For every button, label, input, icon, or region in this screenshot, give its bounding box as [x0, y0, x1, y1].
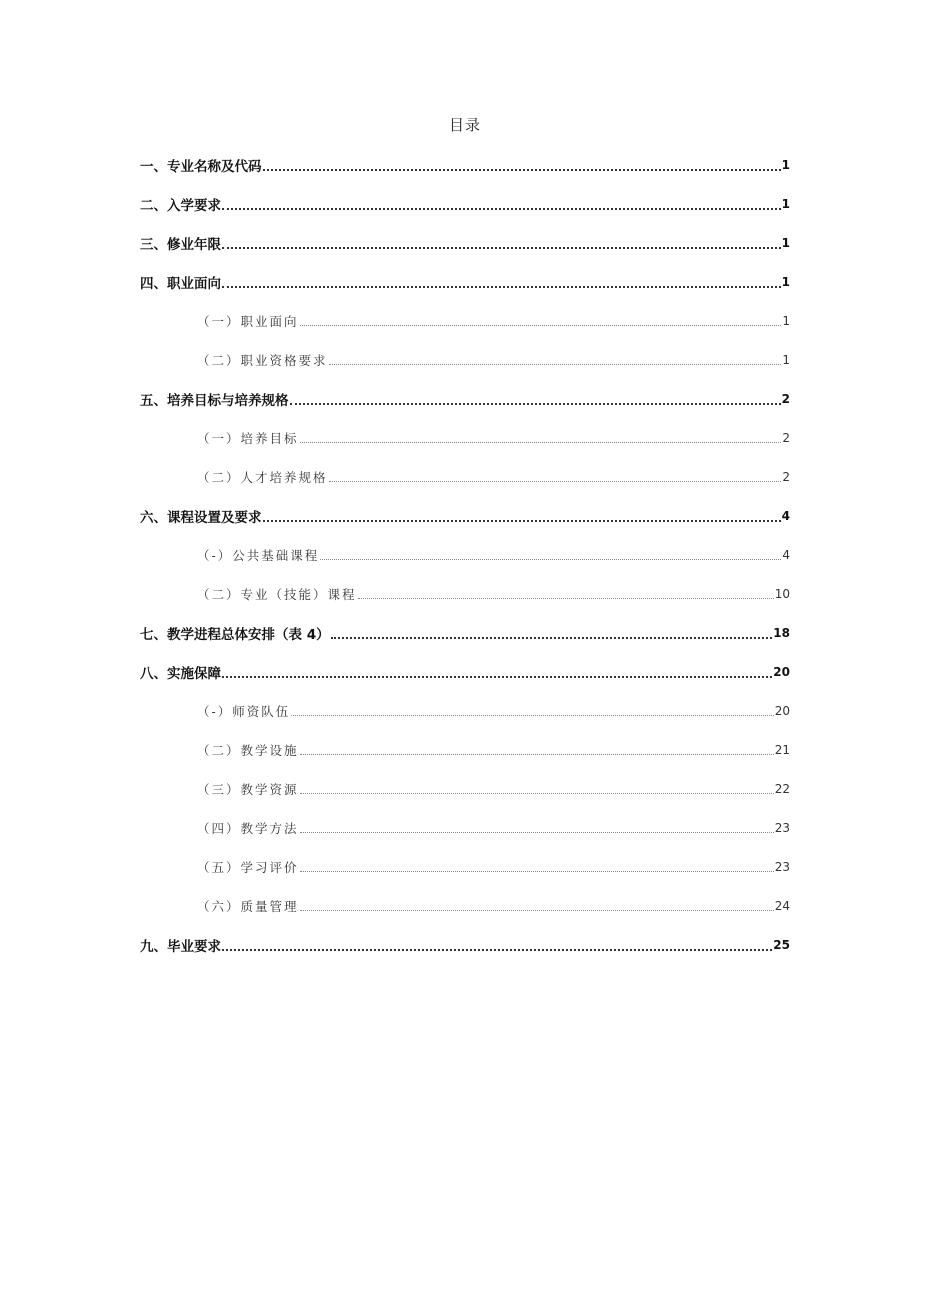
toc-page-number: 4 [781, 508, 790, 523]
toc-subentry-label: （一）培养目标 [197, 430, 299, 446]
toc-page-number: 2 [782, 469, 790, 484]
toc-page-number: 21 [774, 742, 790, 757]
toc-subentry-label: （一）职业面向 [197, 313, 299, 329]
dot-leader [291, 715, 773, 716]
toc-page-number: 23 [774, 820, 790, 835]
dot-leader [300, 832, 774, 833]
toc-subentry-label: （五）学习评价 [197, 859, 299, 875]
dot-leader [300, 871, 774, 872]
toc-subentry[interactable] [140, 457, 790, 496]
toc-subentry[interactable] [140, 535, 790, 574]
toc-subentry-label: （二）专业（技能）课程 [197, 586, 357, 602]
toc-entry[interactable] [140, 145, 790, 184]
toc-page-number: 25 [773, 937, 790, 952]
toc-entry[interactable] [140, 652, 790, 691]
toc-entry-label: 八、实施保障 [140, 665, 221, 682]
dot-leader [320, 559, 781, 560]
table-of-contents [140, 145, 790, 964]
toc-entry-label: 六、课程设置及要求 [140, 509, 262, 526]
dot-leader [222, 247, 781, 249]
toc-page-number: 1 [781, 157, 790, 172]
dot-leader [358, 598, 774, 599]
toc-page-number: 1 [782, 352, 790, 367]
toc-subentry[interactable] [140, 769, 790, 808]
toc-entry[interactable] [140, 184, 790, 223]
dot-leader [222, 949, 772, 951]
toc-subentry-label: （-）公共基础课程 [197, 547, 320, 563]
toc-entry[interactable] [140, 925, 790, 964]
toc-page-number: 20 [774, 703, 790, 718]
toc-subentry[interactable] [140, 691, 790, 730]
dot-leader [222, 676, 772, 678]
toc-entry[interactable] [140, 223, 790, 262]
dot-leader [300, 793, 774, 794]
toc-page-number: 20 [773, 664, 790, 679]
toc-page-number: 2 [782, 430, 790, 445]
toc-subentry[interactable] [140, 340, 790, 379]
dot-leader [300, 910, 774, 911]
dot-leader [263, 169, 781, 171]
toc-page-number: 1 [781, 235, 790, 250]
toc-subentry-label: （二）教学设施 [197, 742, 299, 758]
toc-subentry[interactable] [140, 808, 790, 847]
toc-subentry[interactable] [140, 418, 790, 457]
toc-page-number: 10 [774, 586, 790, 601]
toc-subentry-label: （六）质量管理 [197, 898, 299, 914]
toc-entry-label: 二、入学要求 [140, 197, 221, 214]
toc-entry-label: 一、专业名称及代码 [140, 158, 262, 175]
toc-page-number: 1 [781, 196, 790, 211]
toc-page-number: 2 [781, 391, 790, 406]
toc-subentry[interactable] [140, 886, 790, 925]
toc-entry[interactable] [140, 262, 790, 301]
dot-leader [300, 325, 782, 326]
toc-subentry-label: （四）教学方法 [197, 820, 299, 836]
toc-page-number: 4 [782, 547, 790, 562]
toc-entry-label: 三、修业年限 [140, 236, 221, 253]
toc-page-number: 24 [774, 898, 790, 913]
dot-leader [263, 520, 781, 522]
toc-page-number: 1 [782, 313, 790, 328]
toc-page-number: 18 [773, 625, 790, 640]
dot-leader [222, 286, 781, 288]
toc-entry[interactable] [140, 613, 790, 652]
toc-subentry-label: （二）职业资格要求 [197, 352, 328, 368]
dot-leader [331, 637, 773, 639]
toc-subentry[interactable] [140, 847, 790, 886]
toc-entry[interactable] [140, 379, 790, 418]
toc-subentry-label: （二）人才培养规格 [197, 469, 328, 485]
dot-leader [222, 208, 781, 210]
toc-page-number: 23 [774, 859, 790, 874]
toc-subentry[interactable] [140, 730, 790, 769]
dot-leader [329, 364, 782, 365]
dot-leader [290, 403, 781, 405]
dot-leader [300, 754, 774, 755]
toc-entry[interactable] [140, 496, 790, 535]
dot-leader [329, 481, 782, 482]
toc-page-number: 22 [774, 781, 790, 796]
toc-entry-label: 七、教学进程总体安排（表 4） [140, 626, 330, 643]
toc-entry-label: 四、职业面向 [140, 275, 221, 292]
toc-subentry-label: （三）教学资源 [197, 781, 299, 797]
toc-subentry[interactable] [140, 574, 790, 613]
toc-title: 目录 [448, 116, 481, 134]
toc-entry-label: 五、培养目标与培养规格 [140, 392, 289, 409]
dot-leader [300, 442, 782, 443]
toc-subentry[interactable] [140, 301, 790, 340]
toc-page-number: 1 [781, 274, 790, 289]
toc-entry-label: 九、毕业要求 [140, 938, 221, 955]
toc-subentry-label: （-）师资队伍 [197, 703, 291, 719]
